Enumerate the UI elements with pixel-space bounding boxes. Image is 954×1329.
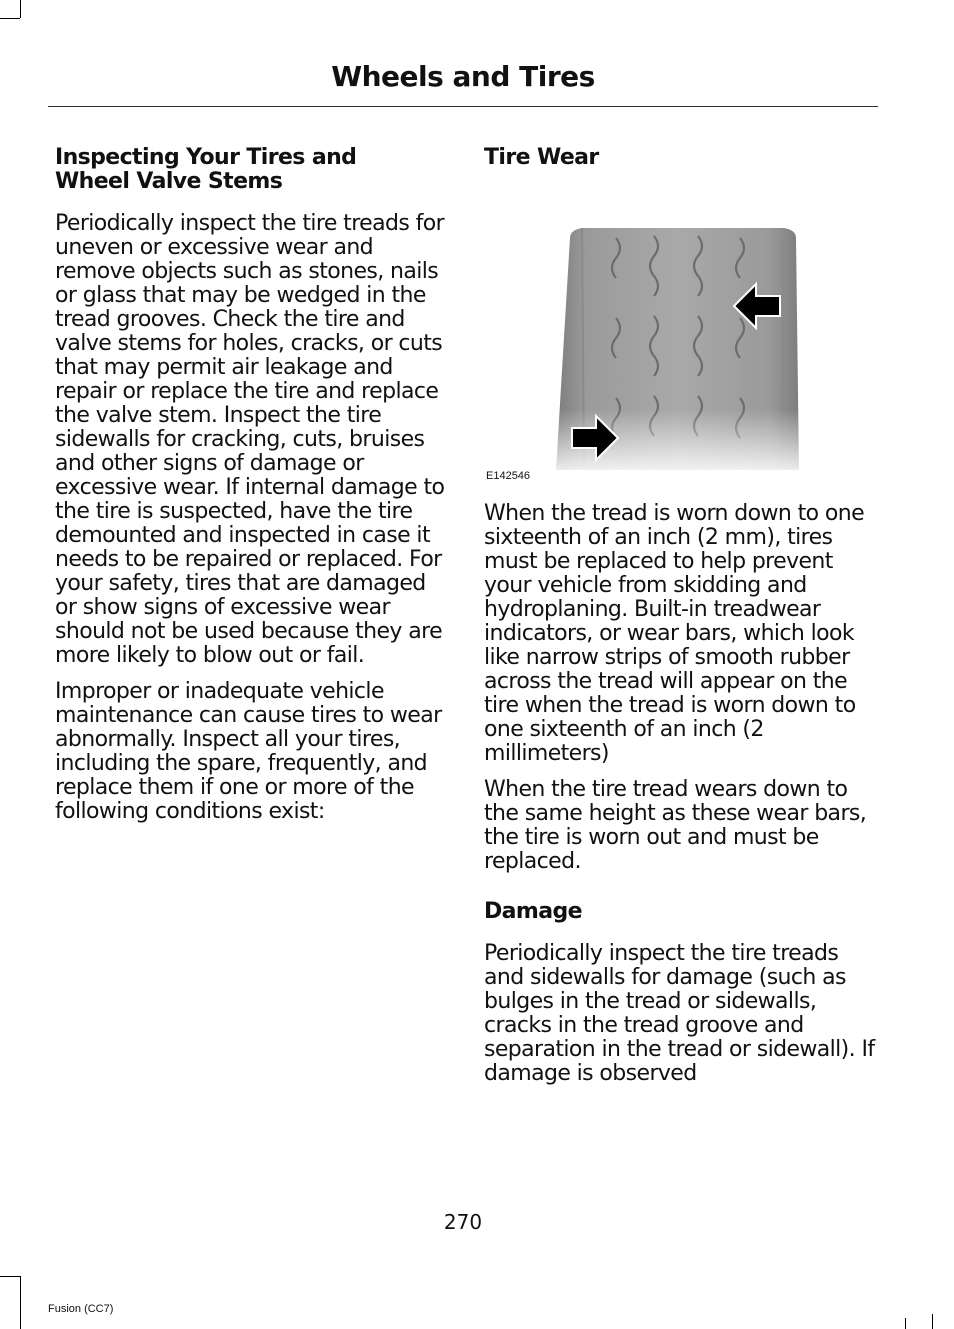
crop-mark bbox=[20, 1276, 21, 1329]
tire-tread-figure bbox=[484, 188, 876, 488]
crop-mark bbox=[905, 1318, 906, 1329]
tire-tread-illustration bbox=[484, 188, 876, 470]
right-column bbox=[484, 146, 876, 1098]
header-divider bbox=[48, 106, 878, 107]
section-heading-inspecting: Inspecting Your Tires and Wheel Valve Stems bbox=[55, 145, 357, 194]
left-column bbox=[55, 146, 447, 836]
paragraph-inspecting: Periodically inspect the tire treads for uneven or excessive wear and remove objects such as stones, nails or glass that may be wedged in the tread grooves. Check the tire and valve stems for holes, cracks, or cuts that may permit air leakage and repair or replace the tire and replace the valve stem. Inspect the tire sidewalls for cracking, cuts, bruises and other signs of damage or excessive wear. If internal damage to the tire is suspected, have the tire demounted and inspected in case it needs to be repaired or replaced. For your safety, tires that are damaged or show signs of excessive wear should not be used because they are more likely to blow out or fail. bbox=[55, 211, 445, 668]
section-heading-tire-wear: Tire Wear bbox=[484, 145, 599, 170]
paragraph-damage: Periodically inspect the tire treads and sidewalls for damage (such as bulges in the tread or sidewalls, cracks in the tread groove and separation in the tread or sidewall). If damage is observed bbox=[484, 941, 875, 1086]
crop-mark bbox=[932, 1314, 933, 1329]
paragraph-wear-bars: When the tire tread wears down to the same height as these wear bars, the tire is worn out and must be replaced. bbox=[484, 777, 867, 874]
page-number: 270 bbox=[443, 1210, 483, 1234]
crop-mark bbox=[0, 18, 20, 19]
paragraph-tread-worn: When the tread is worn down to one sixteenth of an inch (2 mm), tires must be replaced to help prevent your vehicle from skidding and hydroplaning. Built-in treadwear indicators, or wear bars, which look like narrow strips of smooth rubber across the tread will appear on the tire when the tread is worn down to one sixteenth of an inch (2 millimeters) bbox=[484, 501, 865, 766]
figure-code: E142546 bbox=[486, 470, 531, 482]
crop-mark bbox=[0, 1276, 20, 1277]
footer-model: Fusion (CC7) bbox=[48, 1303, 114, 1315]
paragraph-maintenance: Improper or inadequate vehicle maintenance can cause tires to wear abnormally. Inspect all your tires, including the spare, frequently, and replace them if one or more of the following conditions exist: bbox=[55, 679, 442, 824]
section-heading-damage: Damage bbox=[484, 899, 582, 924]
crop-mark bbox=[20, 0, 21, 18]
page-title: Wheels and Tires bbox=[331, 60, 595, 93]
